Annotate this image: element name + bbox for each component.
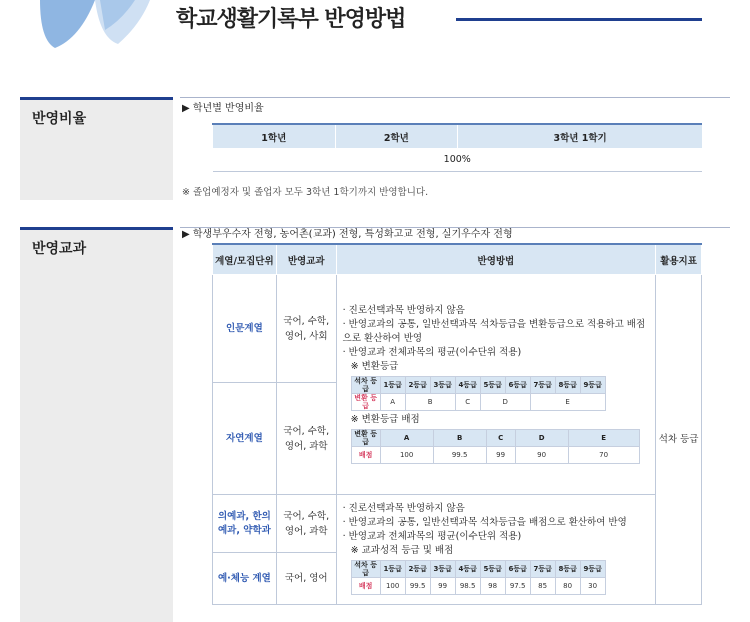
grade-score: 97.5 (505, 578, 530, 595)
grade-score: 98 (480, 578, 505, 595)
score-label: 배점 (351, 446, 380, 463)
score-label: 배점 (351, 578, 380, 595)
subjects-table (212, 243, 702, 605)
conv-grade-head: B (433, 429, 486, 446)
conv-score-label: 변환 등급 (351, 429, 380, 446)
conv-score: 100 (380, 446, 433, 463)
grade: 4등급 (455, 561, 480, 578)
grade: 8등급 (555, 376, 580, 393)
title-rule (456, 18, 702, 21)
method-line: · 진로선택과목 반영하지 않음 (342, 503, 465, 514)
ratio-table (212, 123, 702, 172)
section-divider (180, 97, 730, 98)
conv-label: 변환 등급 (351, 393, 380, 410)
grade: 3등급 (430, 376, 455, 393)
ratio-col-2: 2학년 (335, 124, 458, 148)
grade: 5등급 (480, 376, 505, 393)
grade-label: 석차 등급 (351, 561, 380, 578)
col-category: 계열/모집단위 (213, 244, 277, 275)
grade: 7등급 (530, 561, 555, 578)
conv-grade: C (455, 393, 480, 410)
section-subjects-panel (20, 230, 173, 622)
col-method: 반영방법 (336, 244, 655, 275)
row-subjects: 국어, 수학, 영어, 과학 (276, 383, 336, 495)
conv-score: 90 (515, 446, 568, 463)
grade: 6등급 (505, 376, 530, 393)
ratio-note: ※ 졸업예정자 및 졸업자 모두 3학년 1학기까지 반영합니다. (182, 187, 429, 198)
conv-grade: E (530, 393, 605, 410)
grade-score: 30 (580, 578, 605, 595)
grade-score: 99.5 (405, 578, 430, 595)
method-cell-a (336, 275, 655, 495)
conv-title: ※ 변환등급 (350, 360, 399, 372)
conv-grade-head: A (380, 429, 433, 446)
grade-score: 98.5 (455, 578, 480, 595)
conv-grade: D (480, 393, 530, 410)
section-ratio-label: 반영비율 (32, 111, 87, 127)
grade: 7등급 (530, 376, 555, 393)
method-line: · 반영교과의 공통, 일반선택과목 석차등급을 변환등급으로 적용하고 배점으로 환산하여 반영 (342, 318, 646, 344)
usage-cell: 석차 등급 (656, 275, 702, 605)
ratio-value: 100% (213, 148, 703, 172)
grade-label: 석차 등급 (351, 376, 380, 393)
grade: 5등급 (480, 561, 505, 578)
decorative-logo-shape (0, 0, 150, 50)
score-title: ※ 변환등급 배점 (350, 413, 420, 425)
page-title: 학교생활기록부 반영방법 (176, 7, 406, 32)
grade-score: 99 (430, 578, 455, 595)
ratio-col-1: 1학년 (213, 124, 336, 148)
conversion-score-table (351, 429, 640, 464)
conv-grade-head: C (486, 429, 515, 446)
method-line: · 반영교과의 공통, 일반선택과목 석차등급을 배점으로 환산하여 반영 (342, 517, 627, 528)
grade-score-table (351, 560, 606, 595)
section-subjects-label: 반영교과 (32, 241, 87, 257)
row-subjects: 국어, 수학, 영어, 과학 (276, 495, 336, 553)
conv-grade-head: D (515, 429, 568, 446)
grade-score-title: ※ 교과성적 등급 및 배점 (350, 545, 454, 556)
grade: 2등급 (405, 561, 430, 578)
grade: 3등급 (430, 561, 455, 578)
grade-score: 100 (380, 578, 405, 595)
col-subjects: 반영교과 (276, 244, 336, 275)
col-usage: 활용지표 (656, 244, 702, 275)
conv-score: 99.5 (433, 446, 486, 463)
conv-score: 99 (486, 446, 515, 463)
row-category: 의예과, 한의예과, 약학과 (213, 495, 277, 553)
subjects-heading: ▶ 학생부우수자 전형, 농어촌(교과) 전형, 특성화고교 전형, 실기우수자 전형 (182, 229, 513, 240)
method-line: · 진로선택과목 반영하지 않음 (342, 304, 465, 316)
ratio-heading: ▶ 학년별 반영비율 (182, 103, 264, 114)
conv-score: 70 (568, 446, 639, 463)
grade: 1등급 (380, 561, 405, 578)
grade: 4등급 (455, 376, 480, 393)
row-category: 자연계열 (213, 383, 277, 495)
row-subjects: 국어, 수학, 영어, 사회 (276, 275, 336, 383)
conv-grade-head: E (568, 429, 639, 446)
grade: 9등급 (580, 561, 605, 578)
row-category: 인문계열 (213, 275, 277, 383)
ratio-col-3: 3학년 1학기 (458, 124, 702, 148)
grade-score: 85 (530, 578, 555, 595)
method-line: · 반영교과 전체과목의 평균(이수단위 적용) (342, 531, 522, 542)
grade: 1등급 (380, 376, 405, 393)
method-line: · 반영교과 전체과목의 평균(이수단위 적용) (342, 346, 522, 358)
grade: 2등급 (405, 376, 430, 393)
grade: 9등급 (580, 376, 605, 393)
method-cell-b (336, 495, 655, 605)
conv-grade: A (380, 393, 405, 410)
grade: 8등급 (555, 561, 580, 578)
grade-score: 80 (555, 578, 580, 595)
conversion-grade-table (351, 376, 606, 411)
row-subjects: 국어, 영어 (276, 553, 336, 605)
grade: 6등급 (505, 561, 530, 578)
conv-grade: B (405, 393, 455, 410)
row-category: 예·체능 계열 (213, 553, 277, 605)
